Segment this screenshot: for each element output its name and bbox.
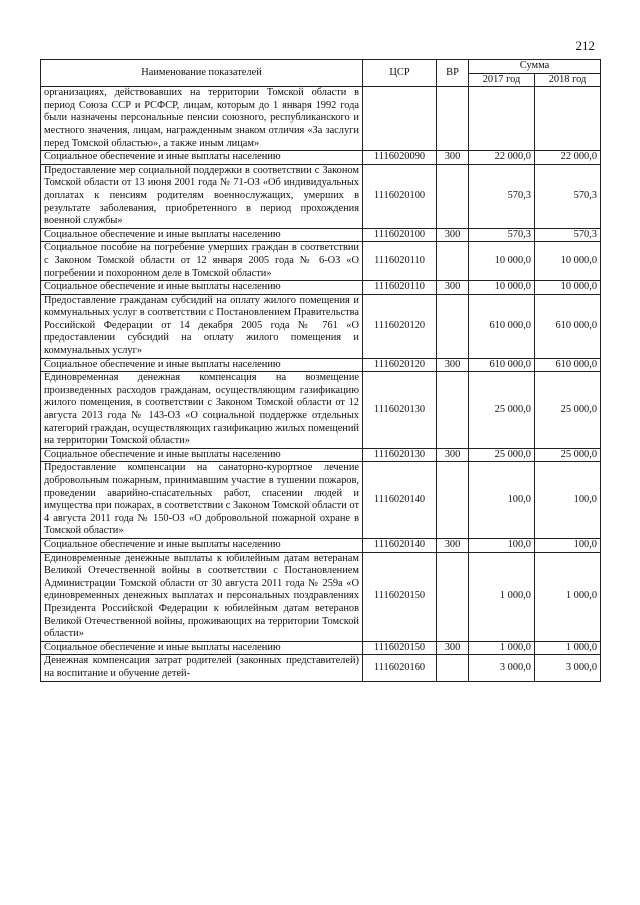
row-csr — [363, 87, 437, 151]
page-number: 212 — [575, 38, 595, 53]
row-sum-2017: 25 000,0 — [469, 372, 535, 449]
row-name: Социальное обеспечение и иные выплаты населению — [41, 448, 363, 462]
row-sum-2017: 1 000,0 — [469, 552, 535, 641]
header-vr: ВР — [437, 60, 469, 87]
row-csr: 1116020130 — [363, 372, 437, 449]
row-vr — [437, 164, 469, 228]
row-sum-2017: 610 000,0 — [469, 358, 535, 372]
row-name: Социальное обеспечение и иные выплаты населению — [41, 281, 363, 295]
row-csr: 1116020090 — [363, 151, 437, 165]
table-row — [41, 228, 601, 242]
row-name: Денежная компенсация затрат родителей (законных представителей) на воспитание и обучение детей- — [41, 655, 363, 681]
budget-table — [40, 59, 601, 682]
row-csr: 1116020150 — [363, 641, 437, 655]
row-name: Предоставление мер социальной поддержки в соответствии с Законом Томской области от 13 июня 2001 года № 71-ОЗ «Об индивидуальных доплатах к пенсиям родителям военнослужащих, умерших в результате заболевания, приобретенного в период прохождения военной службы» — [41, 164, 363, 228]
row-name: организациях, действовавших на территории Томской области в период Союза ССР и РСФСР, лицам, которым до 1 января 1992 года были назначены персональные пенсии союзного, республиканского и местного значения, лицам, награжденным знаком отличия «За заслуги перед Томской областью», а также иным лицам» — [41, 87, 363, 151]
row-csr: 1116020120 — [363, 358, 437, 372]
row-csr: 1116020150 — [363, 552, 437, 641]
header-csr: ЦСР — [363, 60, 437, 87]
row-csr: 1116020140 — [363, 538, 437, 552]
row-name: Предоставление гражданам субсидий на оплату жилого помещения и коммунальных услуг в соответствии с Постановлением Правительства Российской Федерации от 14 декабря 2005 года № 761 «О предоставлении субсидий на оплату жилого помещения и коммунальных услуг» — [41, 294, 363, 358]
row-vr: 300 — [437, 151, 469, 165]
row-sum-2018: 22 000,0 — [535, 151, 601, 165]
table-body — [41, 87, 601, 681]
row-name: Социальное обеспечение и иные выплаты населению — [41, 151, 363, 165]
table-row — [41, 462, 601, 539]
header-row — [41, 60, 601, 74]
header-year-2017: 2017 год — [469, 73, 535, 87]
row-sum-2018: 570,3 — [535, 228, 601, 242]
table-row — [41, 164, 601, 228]
row-vr — [437, 87, 469, 151]
row-name: Единовременная денежная компенсация на возмещение произведенных расходов гражданам, осуществляющим газификацию жилого помещения, в соответствии с Законом Томской области от 12 августа 2013 года № 143-ОЗ «О социальной поддержке отдельных категорий граждан, осуществляющих газификацию жилых помещений на территории Томской области» — [41, 372, 363, 449]
row-csr: 1116020110 — [363, 242, 437, 281]
row-name: Предоставление компенсации на санаторно-курортное лечение добровольным пожарным, принимавшим участие в тушении пожаров, проведении аварийно-спасательных работ, спасении людей и имущества при пожарах, в соответствии с Законом Томской области от 4 августа 2011 года № 150-ОЗ «О добровольной пожарной охране в Томской области» — [41, 462, 363, 539]
row-vr — [437, 552, 469, 641]
row-name: Социальное обеспечение и иные выплаты населению — [41, 358, 363, 372]
row-sum-2017: 1 000,0 — [469, 641, 535, 655]
table-row — [41, 151, 601, 165]
table-row — [41, 641, 601, 655]
row-sum-2017: 25 000,0 — [469, 448, 535, 462]
row-name: Социальное обеспечение и иные выплаты населению — [41, 538, 363, 552]
row-vr — [437, 372, 469, 449]
table-row — [41, 538, 601, 552]
table-row — [41, 87, 601, 151]
row-sum-2018: 100,0 — [535, 462, 601, 539]
row-sum-2017: 570,3 — [469, 164, 535, 228]
table-row — [41, 552, 601, 641]
row-csr: 1116020110 — [363, 281, 437, 295]
row-sum-2018: 1 000,0 — [535, 552, 601, 641]
row-sum-2018: 100,0 — [535, 538, 601, 552]
row-sum-2018: 570,3 — [535, 164, 601, 228]
row-vr: 300 — [437, 281, 469, 295]
table-row — [41, 655, 601, 681]
header-sum: Сумма — [469, 60, 601, 74]
row-sum-2018: 25 000,0 — [535, 448, 601, 462]
row-vr: 300 — [437, 228, 469, 242]
row-sum-2018: 10 000,0 — [535, 242, 601, 281]
row-sum-2018: 610 000,0 — [535, 358, 601, 372]
row-csr: 1116020100 — [363, 164, 437, 228]
table-row — [41, 242, 601, 281]
row-csr: 1116020160 — [363, 655, 437, 681]
row-sum-2017: 100,0 — [469, 462, 535, 539]
row-vr: 300 — [437, 448, 469, 462]
table-row — [41, 372, 601, 449]
row-vr: 300 — [437, 538, 469, 552]
row-sum-2017 — [469, 87, 535, 151]
table-row — [41, 448, 601, 462]
row-vr — [437, 294, 469, 358]
row-sum-2017: 10 000,0 — [469, 281, 535, 295]
row-csr: 1116020130 — [363, 448, 437, 462]
row-name: Социальное обеспечение и иные выплаты населению — [41, 228, 363, 242]
row-vr — [437, 462, 469, 539]
row-sum-2018 — [535, 87, 601, 151]
header-name: Наименование показателей — [41, 60, 363, 87]
table-row — [41, 358, 601, 372]
header-year-2018: 2018 год — [535, 73, 601, 87]
table-row — [41, 294, 601, 358]
row-sum-2018: 10 000,0 — [535, 281, 601, 295]
row-vr: 300 — [437, 358, 469, 372]
row-name: Единовременные денежные выплаты к юбилейным датам ветеранам Великой Отечественной войны в соответствии с Постановлением Администрации Томской области от 30 августа 2011 года № 259а «О единовременных денежных выплатах и персональных поздравлениях Президента Российской Федерации к юбилейным датам ветеранов Великой Отечественной войны, проживающих на территории Томской области» — [41, 552, 363, 641]
row-sum-2018: 610 000,0 — [535, 294, 601, 358]
row-vr: 300 — [437, 641, 469, 655]
row-sum-2017: 610 000,0 — [469, 294, 535, 358]
row-csr: 1116020100 — [363, 228, 437, 242]
row-csr: 1116020120 — [363, 294, 437, 358]
row-name: Социальное обеспечение и иные выплаты населению — [41, 641, 363, 655]
row-sum-2018: 1 000,0 — [535, 641, 601, 655]
row-name: Социальное пособие на погребение умерших граждан в соответствии с Законом Томской области от 12 января 2005 года № 6-ОЗ «О погребении и похоронном деле в Томской области» — [41, 242, 363, 281]
row-sum-2017: 22 000,0 — [469, 151, 535, 165]
table-row — [41, 281, 601, 295]
row-sum-2017: 3 000,0 — [469, 655, 535, 681]
row-csr: 1116020140 — [363, 462, 437, 539]
row-sum-2017: 10 000,0 — [469, 242, 535, 281]
row-sum-2018: 25 000,0 — [535, 372, 601, 449]
row-sum-2018: 3 000,0 — [535, 655, 601, 681]
row-vr — [437, 655, 469, 681]
row-vr — [437, 242, 469, 281]
row-sum-2017: 100,0 — [469, 538, 535, 552]
row-sum-2017: 570,3 — [469, 228, 535, 242]
